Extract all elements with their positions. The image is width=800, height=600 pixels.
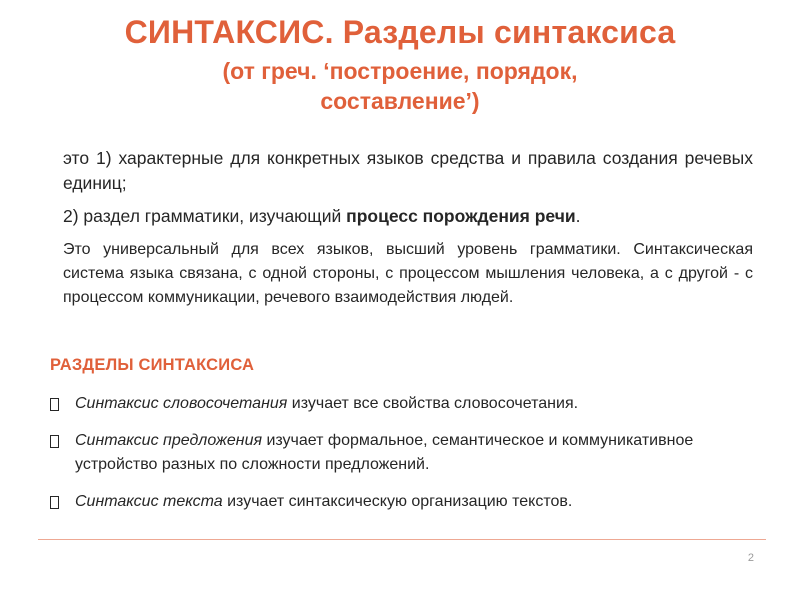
definition-p2-end: .	[575, 206, 581, 226]
list-item	[45, 392, 765, 416]
definition-paragraph-1: это 1) характерные для конкретных языков средства и правила создания речевых единиц;	[63, 148, 753, 193]
list-item	[45, 429, 765, 477]
definition-paragraph-3: Это универсальный для всех языков, высший уровень грамматики. Синтаксическая система языка связана, с одной стороны, с процессом мышления человека, а с другой - с процессом коммуникации, речевого взаимодействия людей.	[63, 241, 753, 306]
section-desc: изучает формальное, семантическое и коммуникативное устройство разных по сложности предложений.	[75, 432, 694, 473]
bullet-box-icon	[45, 429, 63, 453]
title-main: СИНТАКСИС. Разделы синтаксиса	[124, 14, 676, 50]
title-subtitle	[30, 56, 770, 116]
bullet-box-icon	[45, 490, 63, 514]
footer-divider	[38, 539, 766, 540]
section-term: Синтаксис словосочетания	[75, 395, 288, 412]
section-term: Синтаксис предложения	[75, 432, 263, 449]
section-desc: изучает все свойства словосочетания.	[287, 395, 579, 412]
subtitle-line-1: (от греч. ‘построение, порядок,	[222, 58, 578, 84]
list-item	[45, 490, 765, 514]
definition-p2-text: 2) раздел грамматики, изучающий	[63, 206, 347, 226]
definition-p2-bold: процесс порождения речи	[346, 206, 576, 226]
definition-paragraph-2	[63, 204, 753, 229]
subtitle-line-2: составление’)	[320, 88, 480, 114]
page-number: 2	[747, 552, 754, 564]
sections-list	[45, 392, 765, 527]
slide-title	[30, 12, 770, 116]
section-term: Синтаксис текста	[75, 493, 223, 510]
bullet-box-icon	[45, 392, 63, 416]
sections-heading: РАЗДЕЛЫ СИНТАКСИСА	[50, 356, 255, 374]
definition-block	[63, 146, 753, 310]
section-desc: изучает синтаксическую организацию текстов.	[222, 493, 573, 510]
